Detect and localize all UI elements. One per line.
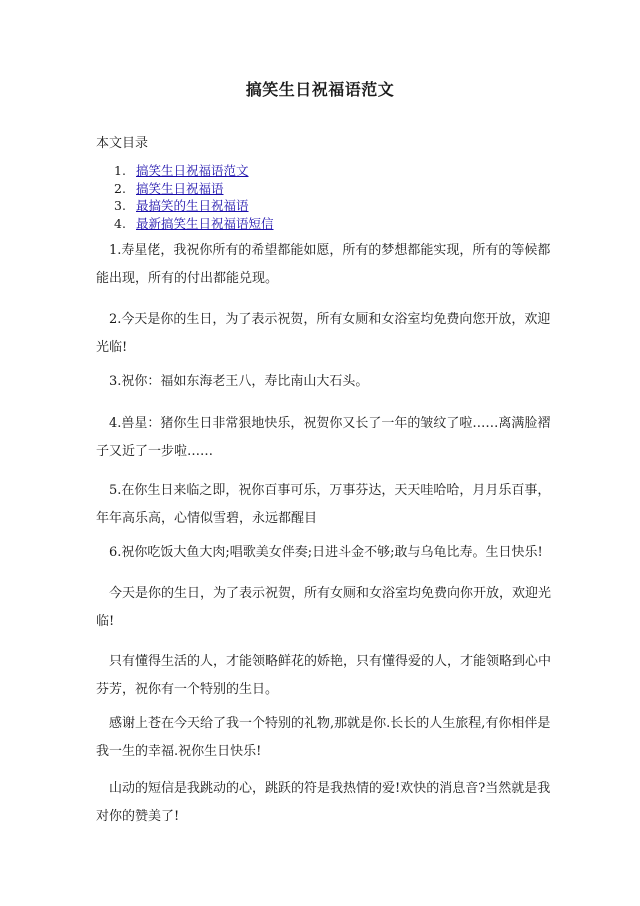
body-paragraph: 6.祝你吃饭大鱼大肉;唱歌美女伴奏;日进斗金不够;敢与乌龟比寿。生日快乐! [109, 545, 543, 560]
body-paragraph: 感谢上苍在今天给了我一个特别的礼物,那就是你.长长的人生旅程,有你相伴是我一生的幸福.祝你生日快乐! [96, 716, 551, 759]
toc-link[interactable]: 搞笑生日祝福语 [136, 180, 224, 196]
body-paragraph: 只有懂得生活的人，才能领略鲜花的娇艳，只有懂得爱的人，才能领略到心中芬芳，祝你有一个特别的生日。 [96, 654, 552, 697]
toc-item [114, 162, 274, 180]
document-title: 搞笑生日祝福语范文 [245, 80, 395, 99]
body-paragraph: 山动的短信是我跳动的心，跳跃的符是我热情的爱!欢快的消息音?当然就是我对你的赞美了! [96, 781, 551, 824]
body-paragraph: 2.今天是你的生日，为了表示祝贺，所有女厕和女浴室均免费向您开放，欢迎光临! [96, 312, 551, 355]
body-paragraph: 4.兽星：猪你生日非常狠地快乐，祝贺你又长了一年的皱纹了啦……离满脸褶子又近了一步啦…… [96, 416, 551, 459]
toc-link[interactable]: 最搞笑的生日祝福语 [136, 198, 249, 213]
toc-link[interactable]: 搞笑生日祝福语范文 [136, 163, 249, 178]
toc-item [114, 180, 274, 198]
table-of-contents [114, 162, 274, 232]
toc-item-number: 1. [114, 163, 126, 178]
toc-heading: 本文目录 [96, 136, 149, 151]
toc-link[interactable]: 最新搞笑生日祝福语短信 [136, 215, 274, 231]
body-paragraph: 1.寿星佬，我祝你所有的希望都能如愿，所有的梦想都能实现，所有的等候都能出现，所有的付出都能兑现。 [96, 243, 551, 286]
toc-item-number: 4. [114, 215, 126, 231]
toc-item [114, 215, 274, 233]
body-paragraph: 3.祝你：福如东海老王八，寿比南山大石头。 [109, 374, 369, 389]
body-paragraph: 今天是你的生日，为了表示祝贺，所有女厕和女浴室均免费向你开放，欢迎光临! [96, 586, 552, 629]
toc-item [114, 197, 274, 215]
toc-item-number: 2. [114, 180, 126, 196]
body-paragraph: 5.在你生日来临之即，祝你百事可乐，万事芬达，天天哇哈哈，月月乐百事，年年高乐高，心情似雪碧，永远都醒目 [96, 483, 551, 526]
toc-item-number: 3. [114, 198, 126, 213]
